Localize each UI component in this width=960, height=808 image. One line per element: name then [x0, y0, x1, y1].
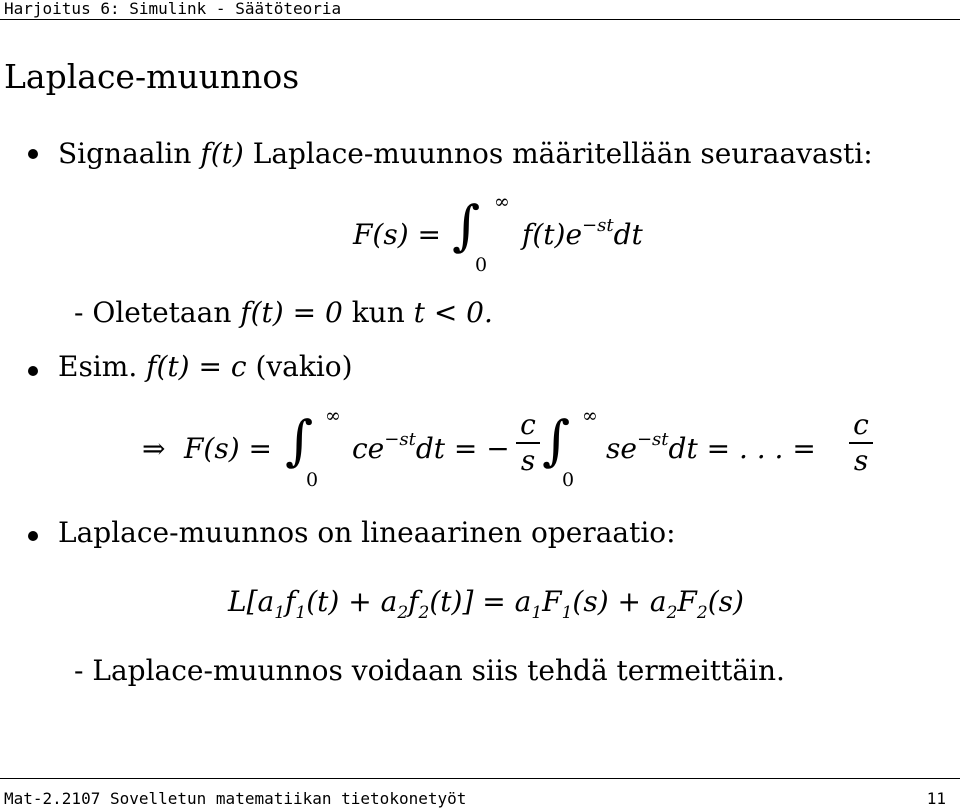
eq2-term-1a: ce	[352, 432, 385, 465]
eq3-subscript: 1	[274, 603, 286, 623]
note-2-text: Laplace-muunnos voidaan siis tehdä termeittäin.	[92, 654, 785, 687]
eq3-part: (t)] = a	[429, 585, 532, 618]
eq2-implies-arrow: ⇒	[142, 432, 166, 465]
note-2-dash: -	[74, 654, 84, 687]
eq3-subscript: 2	[696, 603, 708, 623]
note-1-dash: -	[74, 296, 84, 329]
eq2-lhs: F(s) =	[184, 432, 273, 465]
bullet-2-prefix: Esim.	[58, 350, 138, 383]
eq2-fraction-1-numerator: c	[520, 408, 536, 441]
bullet-2-suffix: (vakio)	[255, 350, 353, 383]
bullet-1-prefix: Signaalin	[58, 137, 192, 170]
eq2-term-2	[606, 429, 816, 470]
eq3-subscript: 2	[666, 603, 678, 623]
eq3-subscript: 1	[295, 603, 307, 623]
bullet-1-math: f(t)	[200, 137, 244, 170]
eq1-lhs: F(s) =	[353, 218, 442, 251]
eq3-part: (t) + a	[306, 585, 398, 618]
eq2-term-2a: se	[606, 432, 637, 465]
eq3-part: f	[408, 585, 419, 618]
eq3-subscript: 1	[561, 603, 573, 623]
bullet-marker	[28, 366, 38, 376]
eq1-lower-limit: 0	[475, 254, 488, 276]
note-2	[74, 654, 785, 688]
page-number: 11	[926, 789, 946, 808]
bullet-marker	[28, 531, 38, 541]
eq1-upper-limit: ∞	[494, 191, 510, 213]
bullet-1-text	[58, 137, 873, 171]
note-1-text-b: kun	[351, 296, 405, 329]
note-1-math-2: t < 0.	[413, 296, 493, 329]
eq2-fraction-2-denominator: s	[853, 443, 869, 477]
eq2-lower-limit-1: 0	[306, 469, 319, 491]
eq2-integral-sign-1: ∫	[285, 409, 314, 472]
eq2-integral-sign-2: ∫	[542, 409, 571, 472]
eq3-part: F	[542, 585, 562, 618]
note-1-math: f(t) = 0	[240, 296, 343, 329]
eq2-exponent-1: −st	[384, 429, 416, 450]
eq2-term-2b: dt = . . . =	[668, 432, 816, 465]
eq2-fraction-2	[849, 410, 873, 476]
note-1-text-a: Oletetaan	[92, 296, 232, 329]
header-rule	[0, 19, 960, 20]
eq1-integrand	[522, 215, 643, 256]
footer-rule	[0, 778, 960, 779]
eq3-subscript: 1	[531, 603, 543, 623]
eq2-lower-limit-2: 0	[562, 469, 575, 491]
note-1	[74, 296, 493, 330]
eq1-integral-sign: ∫	[452, 194, 481, 257]
eq3-part: F	[677, 585, 697, 618]
eq2-fraction-2-numerator: c	[853, 408, 869, 441]
slide-title: Laplace-muunnos	[4, 57, 300, 96]
eq3-part: (s)	[707, 585, 744, 618]
eq2-term-1b: dt = −	[415, 432, 510, 465]
eq3-subscript: 2	[418, 603, 430, 623]
eq3-part: f	[285, 585, 296, 618]
bullet-marker	[28, 149, 38, 159]
slide-header: Harjoitus 6: Simulink - Säätöteoria	[4, 0, 342, 18]
eq3-part: L[a	[228, 585, 275, 618]
eq3-part: (s) + a	[572, 585, 667, 618]
bullet-1-rest: Laplace-muunnos määritellään seuraavasti:	[252, 137, 873, 170]
bullet-2-text	[58, 350, 353, 384]
eq1-integrand-b: dt	[613, 218, 643, 251]
equation-linearity	[228, 585, 744, 623]
bullet-2-math: f(t) = c	[146, 350, 247, 383]
eq3-subscript: 2	[397, 603, 409, 623]
eq2-exponent-2: −st	[636, 429, 669, 450]
eq2-fraction-1-denominator: s	[520, 443, 536, 477]
eq2-upper-limit-1: ∞	[325, 405, 341, 427]
eq2-upper-limit-2: ∞	[582, 405, 598, 427]
eq2-term-1	[352, 429, 510, 470]
footer-course: Mat-2.2107 Sovelletun matematiikan tietokonetyöt	[4, 789, 467, 808]
eq1-exponent: −st	[582, 215, 614, 236]
bullet-3-text: Laplace-muunnos on lineaarinen operaatio:	[58, 516, 676, 549]
eq1-integrand-a: f(t)e	[522, 218, 583, 251]
eq2-fraction-1	[516, 410, 540, 476]
